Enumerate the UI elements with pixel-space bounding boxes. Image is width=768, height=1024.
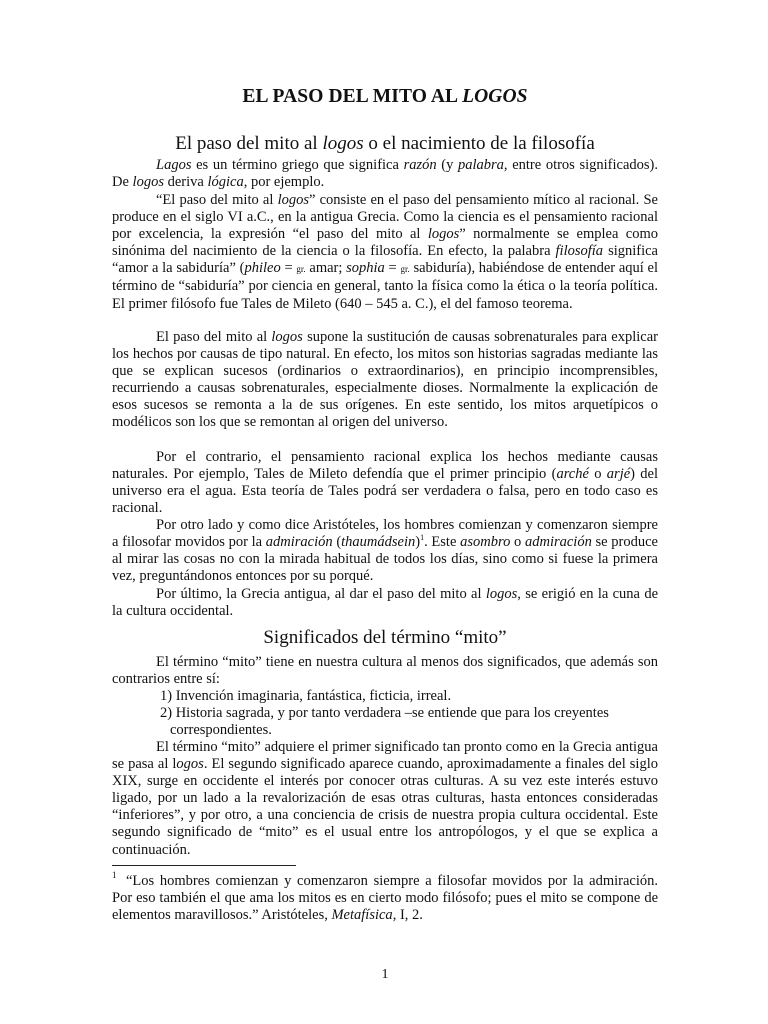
paragraph-causas-sobrenaturales: El paso del mito al logos supone la sustitución de causas sobrenaturales para explicar los hechos por causas de tipo natural. En efecto, los mitos son historias sagradas mediante las que se explican sucesos (ordinarios o extraordinarios), en principio incomprensibles, recurriendo a causas sobrenaturales, especialmente dioses. Normalmente la explicación de esos sucesos se remonta a la de sus orígenes. En este sentido, los mitos arquetípicos o modélicos son los que se remontan al origen del universo. (112, 329, 658, 431)
footnote-reference[interactable]: 1 (420, 533, 425, 543)
footnote-divider (112, 865, 296, 866)
list-item-historia-sagrada-cont: correspondientes. (170, 722, 272, 738)
footnote-mark: 1 (112, 870, 117, 880)
section-heading-nacimiento: El paso del mito al logos o el nacimiento de la filosofía (175, 133, 595, 154)
list-item-historia-sagrada: 2) Historia sagrada, y por tanto verdadera –se entiende que para los creyentes (160, 705, 609, 721)
paragraph-logos-definition: Lagos es un término griego que significa razón (y palabra, entre otros significados). De logos deriva lógica, por ejemplo. (112, 157, 658, 191)
paragraph-admiracion: Por otro lado y como dice Aristóteles, los hombres comienzan y comenzaron siempre a filosofar movidos por la admiración (thaumádsein)$^1$. Este asombro o admiración se produce al mirar las cosas no con la mirada habitual de todos los días, sino como si fuese la primera vez, preguntándonos entonces por su porqué. (112, 517, 658, 585)
document-title: EL PASO DEL MITO AL LOGOS (242, 86, 528, 107)
paragraph-paso-del-mito: “El paso del mito al logos” consiste en el paso del pensamiento mítico al racional. Se produce en el siglo VI a.C., en la antigua Grecia. Como la ciencia es el pensamiento racional por excelencia, la expresión “el paso del mito al logos” normalmente se emplea como sinónima del nacimiento de la ciencia o la filosofía. En efecto, la palabra filosofía significa “amor a la sabiduría” (phileo = gr. amar; sophia = gr. sabiduría), habiéndose de entender aquí el término de “sabiduría” por ciencia en general, tanto la física como la ética o la teoría política. El primer filósofo fue Tales de Mileto (640 – 545 a. C.), el del famoso teorema. (112, 192, 658, 312)
paragraph-grecia-antigua: Por último, la Grecia antigua, al dar el paso del mito al logos, se erigió en la cuna de la cultura occidental. (112, 586, 659, 620)
page-number: 1 (381, 967, 389, 982)
section-heading-significados: Significados del término “mito” (263, 627, 507, 648)
list-item-invencion: 1) Invención imaginaria, fantástica, ficticia, irreal. (160, 688, 452, 704)
footnote-text: “Los hombres comienzan y comenzaron siempre a filosofar movidos por la admiración. Por eso también el que ama los mitos es en cierto modo filósofo; pues el mito se compone de elementos maravillosos.” Aristóteles, Metafísica, I, 2. (112, 873, 658, 924)
paragraph-primer-significado: El término “mito” adquiere el primer significado tan pronto como en la Grecia antigua se pasa al logos. El segundo significado aparece cuando, aproximadamente a finales del siglo XIX, surge en occidente el interés por conocer otras culturas. A su vez este interés estuvo ligado, por un lado a la revalorización de esas otras culturas, hasta entonces consideradas “inferiores”, y por otro, a una conciencia de crisis de nuestra propia cultura occidental. Este segundo significado de “mito” es el usual entre los antropólogos, y el que se explica a continuación. (112, 739, 658, 858)
paragraph-dos-significados: El término “mito” tiene en nuestra cultura al menos dos significados, que además son contrarios entre sí: (112, 654, 658, 688)
paragraph-pensamiento-racional: Por el contrario, el pensamiento racional explica los hechos mediante causas naturales. Por ejemplo, Tales de Mileto defendía que el primer principio (arché o arjé) del universo era el agua. Esta teoría de Tales podrá ser verdadera o falsa, pero en todo caso es racional. (112, 449, 659, 517)
